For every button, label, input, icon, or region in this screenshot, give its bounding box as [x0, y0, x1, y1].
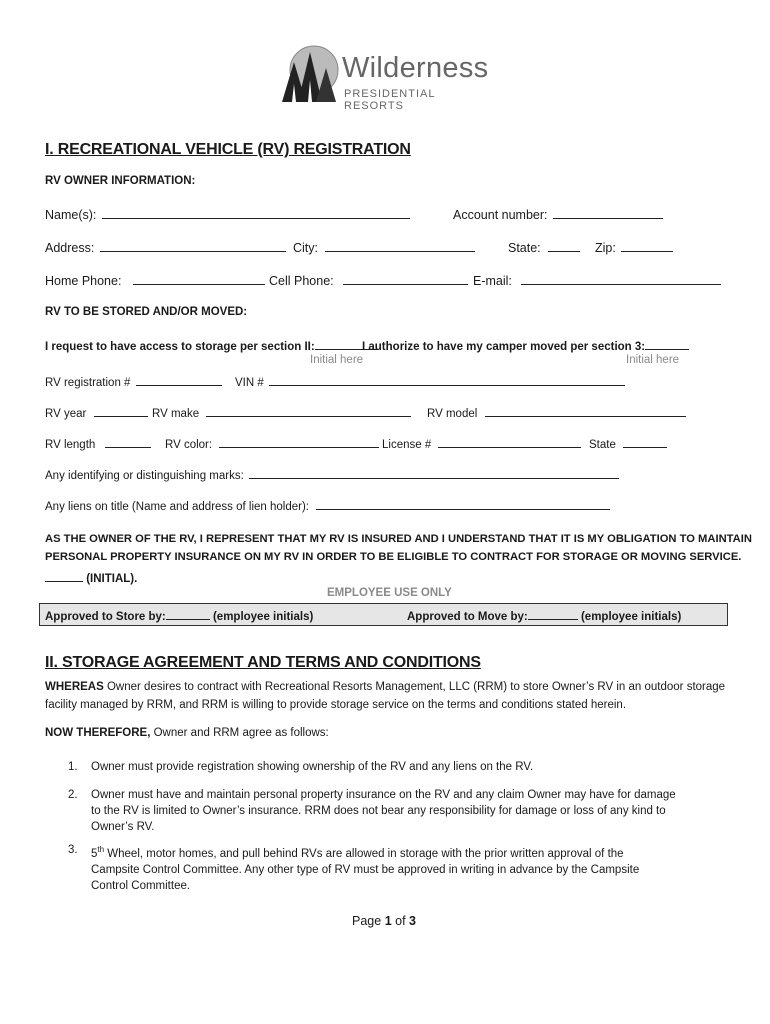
zip-field[interactable]	[595, 239, 673, 255]
account-field[interactable]	[453, 206, 663, 222]
approved-move-field[interactable]	[407, 607, 681, 623]
list-line: Wheel, motor homes, and pull behind RVs are allowed in storage with the prior written approval of the	[104, 847, 624, 860]
rv-registration-field[interactable]	[45, 373, 222, 389]
vin-label: VIN #	[235, 377, 264, 389]
rv-length-field[interactable]	[45, 435, 151, 451]
employee-approval-box	[39, 603, 728, 626]
rv-registration-label: RV registration #	[45, 377, 131, 389]
rv-color-label: RV color:	[165, 439, 213, 451]
whereas-text-2: facility managed by RRM, and RRM is willing to provide storage service on the terms and conditions stated herein.	[45, 699, 627, 711]
marks-label: Any identifying or distinguishing marks:	[45, 470, 244, 482]
list-line: Owner’s RV.	[91, 821, 155, 833]
email-field[interactable]	[473, 272, 721, 288]
list-line: to the RV is limited to Owner’s insurance. RRM does not bear any responsibility for damage or loss of any kind to	[91, 805, 666, 817]
owner-info-heading: RV OWNER INFORMATION:	[45, 175, 196, 187]
list-line: Owner must have and maintain personal property insurance on the RV and any claim Owner may have for damage	[91, 789, 676, 801]
list-number: 1.	[68, 761, 78, 773]
initial-here-2: Initial here	[626, 354, 680, 366]
now-bold: NOW THEREFORE,	[45, 727, 151, 739]
rv-model-label: RV model	[427, 408, 478, 420]
request-access-label: I request to have access to storage per section II:	[45, 341, 315, 353]
rv-year-field[interactable]	[45, 404, 148, 420]
list-item	[68, 787, 676, 835]
list-item	[68, 842, 639, 894]
authorize-move-label: I authorize to have my camper moved per section 3:	[362, 341, 646, 353]
home-phone-label: Home Phone:	[45, 274, 122, 288]
rv-make-label: RV make	[152, 408, 200, 420]
address-label: Address:	[45, 241, 95, 255]
names-label: Name(s):	[45, 208, 97, 222]
now-therefore	[45, 727, 329, 739]
state2-label: State	[589, 439, 616, 451]
approved-store-field[interactable]	[45, 607, 313, 623]
state-field[interactable]	[508, 239, 580, 255]
rv-model-field[interactable]	[427, 404, 686, 420]
rv-year-label: RV year	[45, 408, 87, 420]
names-field[interactable]	[45, 206, 410, 222]
zip-label: Zip:	[595, 241, 616, 255]
vin-field[interactable]	[235, 373, 625, 389]
logo-name: Wilderness	[342, 52, 489, 84]
marks-field[interactable]	[45, 466, 619, 482]
statement-initial-label: (INITIAL).	[86, 573, 138, 585]
rv-make-field[interactable]	[152, 404, 411, 420]
city-label: City:	[293, 241, 318, 255]
home-phone-field[interactable]	[45, 272, 265, 288]
approved-move-label: Approved to Move by:	[407, 611, 528, 623]
cell-phone-field[interactable]	[269, 272, 468, 288]
cell-phone-label: Cell Phone:	[269, 274, 334, 288]
authorize-move-field[interactable]	[362, 337, 689, 353]
page-word: Page	[352, 914, 382, 928]
state2-field[interactable]	[589, 435, 667, 451]
city-field[interactable]	[293, 239, 475, 255]
whereas-text-1: Owner desires to contract with Recreational Resorts Management, LLC (RRM) to store Owner’s RV in an outdoor storage	[103, 681, 726, 693]
section1-title: I. RECREATIONAL VEHICLE (RV) REGISTRATION	[45, 141, 411, 158]
license-label: License #	[382, 439, 432, 451]
account-label: Account number:	[453, 208, 548, 222]
whereas-paragraph	[45, 678, 725, 714]
address-field[interactable]	[45, 239, 286, 255]
list-sup: th	[97, 845, 105, 854]
statement-line-2: PERSONAL PROPERTY INSURANCE ON MY RV IN ORDER TO BE ELIGIBLE TO CONTRACT FOR STORAGE OR MOVING SERVICE.	[45, 551, 742, 563]
of-word: of	[395, 914, 406, 928]
employee-use-heading: EMPLOYEE USE ONLY	[327, 587, 452, 599]
statement-initial-field[interactable]	[45, 569, 137, 585]
stored-moved-heading: RV TO BE STORED AND/OR MOVED:	[45, 306, 248, 318]
section2-title: II. STORAGE AGREEMENT AND TERMS AND CONDITIONS	[45, 654, 481, 671]
liens-field[interactable]	[45, 497, 610, 513]
now-text: Owner and RRM agree as follows:	[150, 727, 329, 739]
approved-store-label: Approved to Store by:	[45, 611, 166, 623]
approved-store-initials: (employee initials)	[212, 611, 314, 623]
page-number: 1	[384, 914, 392, 928]
list-line: Owner must provide registration showing ownership of the RV and any liens on the RV.	[91, 761, 534, 773]
rv-color-field[interactable]	[165, 435, 379, 451]
logo	[278, 44, 498, 112]
liens-label: Any liens on title (Name and address of lien holder):	[45, 501, 310, 513]
email-label: E-mail:	[473, 274, 512, 288]
approved-move-initials: (employee initials)	[580, 611, 682, 623]
statement-line-1: AS THE OWNER OF THE RV, I REPRESENT THAT MY RV IS INSURED AND I UNDERSTAND THAT IT IS MY OBLIGATION TO MAINTAIN	[45, 533, 752, 545]
list-item	[68, 759, 533, 775]
list-line: Control Committee.	[91, 879, 191, 892]
page-footer	[352, 914, 416, 928]
license-field[interactable]	[382, 435, 581, 451]
page-total: 3	[409, 914, 416, 928]
rv-length-label: RV length	[45, 439, 96, 451]
list-number: 3.	[68, 844, 78, 856]
list-number: 2.	[68, 789, 78, 801]
initial-here-1: Initial here	[310, 354, 364, 366]
request-access-field[interactable]	[45, 337, 377, 353]
logo-tagline: PRESIDENTIAL RESORTS	[344, 88, 436, 112]
wilderness-logo-icon	[278, 44, 340, 106]
state-label: State:	[508, 241, 541, 255]
whereas-bold: WHEREAS	[45, 681, 104, 693]
list-sup-pre: 5	[91, 847, 98, 860]
list-line: Campsite Control Committee. Any other type of RV must be approved in writing in advance by the Campsite	[91, 863, 640, 876]
